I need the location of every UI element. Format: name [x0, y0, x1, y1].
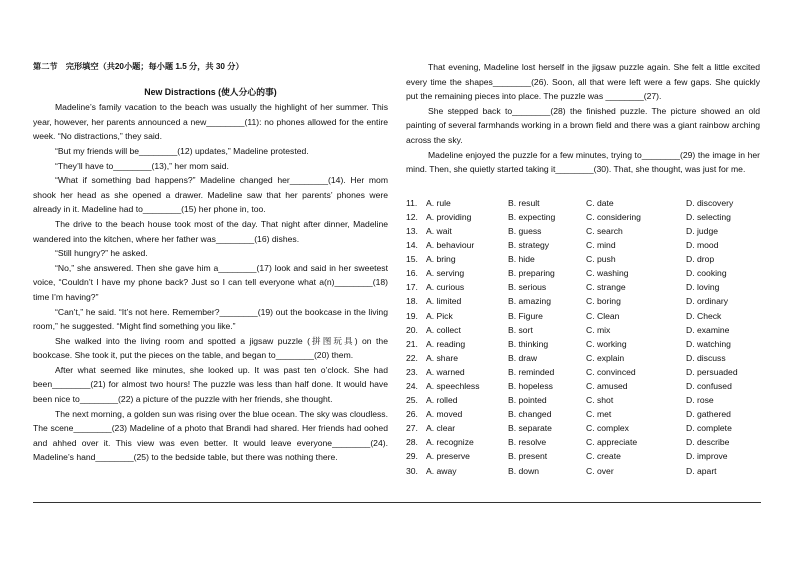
option-c: C. boring	[586, 296, 621, 307]
story-title: New Distractions (使人分心的事)	[144, 86, 277, 97]
option-row	[406, 224, 760, 238]
paragraph: After what seemed like minutes, she looked up. It was past ten o’clock. She had been________(21) for almost two hours! The puzzle was less than half done. It would have been nice to________(22) a picture of the puzzle with her friends, she thought.	[33, 364, 388, 405]
option-a: A. behaviour	[426, 240, 475, 251]
option-row	[406, 238, 760, 252]
option-d: D. loving	[686, 282, 720, 293]
question-number: 14.	[406, 240, 418, 251]
option-row	[406, 464, 760, 478]
option-row	[406, 266, 760, 280]
question-number: 23.	[406, 366, 418, 377]
paragraph: “No,” she answered. Then she gave him a________(17) look and said in her sweetest voice, “Couldn’t I have my phone back? Just so I can tell everyone what a(n)________(18) time I’m having?”	[33, 262, 388, 302]
question-number: 22.	[406, 352, 418, 363]
question-number: 27.	[406, 423, 418, 434]
option-a: A. warned	[426, 366, 465, 377]
option-a: A. limited	[426, 296, 462, 307]
option-d: D. judge	[686, 225, 719, 236]
question-number: 20.	[406, 324, 418, 335]
option-a: A. curious	[426, 282, 465, 293]
option-c: C. met	[586, 409, 612, 420]
question-number: 24.	[406, 380, 418, 391]
question-number: 17.	[406, 282, 418, 293]
paragraph: “What if something bad happens?” Madeline changed her________(14). Her mom shook her head as she opened a drawer. Madeline saw that her parents’ phones were already in it. Madeline had to________(15) her phone in, too.	[33, 175, 388, 215]
option-b: B. changed	[508, 409, 552, 420]
option-row	[406, 379, 760, 393]
option-row	[406, 280, 760, 294]
question-number: 16.	[406, 268, 418, 279]
option-b: B. hopeless	[508, 380, 553, 391]
option-d: D. persuaded	[686, 366, 738, 377]
option-c: C. amused	[586, 380, 628, 391]
option-c: C. strange	[586, 282, 626, 293]
option-b: B. serious	[508, 282, 547, 293]
question-number: 12.	[406, 211, 418, 222]
option-row	[406, 449, 760, 463]
option-row	[406, 210, 760, 224]
option-row	[406, 323, 760, 337]
option-b: B. result	[508, 197, 540, 208]
option-a: A. serving	[426, 268, 465, 279]
option-d: D. drop	[686, 254, 715, 265]
option-a: A. collect	[426, 324, 461, 335]
option-d: D. watching	[686, 338, 731, 349]
option-c: C. explain	[586, 352, 625, 363]
option-c: C. push	[586, 254, 616, 265]
option-d: D. rose	[686, 395, 714, 406]
option-a: A. bring	[426, 254, 456, 265]
question-number: 18.	[406, 296, 418, 307]
option-row	[406, 252, 760, 266]
paragraph: Madeline enjoyed the puzzle for a few minutes, trying to________(29) the image in her mind. Then, she quietly started taking it________(30). That, she thought, was just for me.	[406, 149, 760, 175]
option-b: B. Figure	[508, 310, 543, 321]
option-b: B. expecting	[508, 211, 556, 222]
option-d: D. Check	[686, 310, 722, 321]
option-c: C. convinced	[586, 366, 636, 377]
option-b: B. reminded	[508, 366, 555, 377]
paragraph: “But my friends will be________(12) updates,” Madeline protested.	[55, 145, 309, 156]
paragraph: The next morning, a golden sun was rising over the blue ocean. The sky was cloudless. The scene________(23) Madeline of a photo that Brandi had shared. Her friends had oohed and ahhed over it. This view was even better. It would leave everyone________(24). Madeline’s hand________(25) to the bedside table, but there was nothing there.	[33, 408, 388, 463]
option-b: B. guess	[508, 225, 542, 236]
option-b: B. thinking	[508, 338, 549, 349]
option-c: C. mind	[586, 240, 616, 251]
answer-options	[406, 196, 760, 478]
option-d: D. mood	[686, 240, 719, 251]
section-title: 第二节 完形填空（共20小题；每小题 1.5 分，共 30 分）	[33, 62, 244, 71]
option-b: B. separate	[508, 423, 552, 434]
paragraph: Madeline’s family vacation to the beach was usually the highlight of her summer. This year, however, her parents announced a new________(11): no phones allowed for the entire week. “No distractions,” they said.	[33, 102, 388, 142]
option-a: A. speechless	[426, 380, 480, 391]
question-number: 28.	[406, 437, 418, 448]
option-a: A. clear	[426, 423, 456, 434]
question-number: 21.	[406, 338, 418, 349]
option-row	[406, 351, 760, 365]
option-row	[406, 407, 760, 421]
option-b: B. down	[508, 465, 540, 476]
option-a: A. Pick	[426, 310, 453, 321]
option-b: B. strategy	[508, 240, 550, 251]
option-d: D. apart	[686, 465, 717, 476]
paragraph: She stepped back to________(28) the finished puzzle. The picture showed an old painting of several farmhands working in a brown field and there was a giant rainbow arching across the sky.	[406, 105, 760, 145]
option-d: D. complete	[686, 423, 732, 434]
option-d: D. confused	[686, 380, 732, 391]
option-d: D. describe	[686, 437, 730, 448]
paragraph: “Can’t,” he said. “It’s not here. Remember?________(19) out the bookcase in the living room,” he suggested. “Might find something you like.”	[33, 306, 388, 332]
option-row	[406, 365, 760, 379]
option-a: A. rule	[426, 197, 451, 208]
option-d: D. discuss	[686, 352, 726, 363]
question-number: 30.	[406, 465, 418, 476]
bottom-divider	[33, 502, 761, 503]
option-c: C. date	[586, 197, 614, 208]
option-d: D. gathered	[686, 409, 731, 420]
option-c: C. washing	[586, 268, 629, 279]
option-b: B. sort	[508, 324, 533, 335]
option-d: D. ordinary	[686, 296, 729, 307]
option-b: B. pointed	[508, 395, 547, 406]
option-d: D. cooking	[686, 268, 727, 279]
question-number: 29.	[406, 451, 418, 462]
option-c: C. create	[586, 451, 621, 462]
option-b: B. draw	[508, 352, 538, 363]
question-number: 11.	[406, 197, 418, 208]
option-row	[406, 309, 760, 323]
option-d: D. improve	[686, 451, 728, 462]
question-number: 15.	[406, 254, 418, 265]
option-c: C. over	[586, 465, 614, 476]
option-d: D. examine	[686, 324, 730, 335]
option-c: C. mix	[586, 324, 611, 335]
option-a: A. reading	[426, 338, 466, 349]
option-c: C. shot	[586, 395, 614, 406]
option-d: D. discovery	[686, 197, 734, 208]
option-c: C. complex	[586, 423, 629, 434]
option-c: C. working	[586, 338, 627, 349]
option-a: A. share	[426, 352, 459, 363]
question-number: 26.	[406, 409, 418, 420]
option-b: B. resolve	[508, 437, 547, 448]
option-a: A. providing	[426, 211, 472, 222]
paragraph: She walked into the living room and spotted a jigsaw puzzle (拼图玩具) on the bookcase. She took it, put the pieces on the table, and began to________(20) them.	[33, 335, 388, 361]
option-b: B. hide	[508, 254, 535, 265]
option-row	[406, 294, 760, 308]
option-b: B. amazing	[508, 296, 551, 307]
option-c: C. appreciate	[586, 437, 638, 448]
option-c: C. search	[586, 225, 623, 236]
option-b: B. preparing	[508, 268, 555, 279]
left-column	[33, 60, 388, 465]
option-row	[406, 421, 760, 435]
paragraph: The drive to the beach house took most of the day. That night after dinner, Madeline wandered into the kitchen, where her father was________(16) dishes.	[33, 218, 388, 244]
option-a: A. rolled	[426, 395, 458, 406]
option-d: D. selecting	[686, 211, 731, 222]
question-number: 13.	[406, 225, 418, 236]
option-c: C. Clean	[586, 310, 620, 321]
option-a: A. recognize	[426, 437, 474, 448]
option-row	[406, 393, 760, 407]
option-a: A. preserve	[426, 451, 470, 462]
question-number: 25.	[406, 395, 418, 406]
option-row	[406, 196, 760, 210]
option-row	[406, 435, 760, 449]
option-c: C. considering	[586, 211, 641, 222]
option-a: A. moved	[426, 409, 463, 420]
paragraph: That evening, Madeline lost herself in the jigsaw puzzle again. She felt a little excited every time the shapes________(26). Soon, all that were left were a few gaps. She quickly put the remaining pieces into place. The puzzle was ________(27).	[406, 62, 760, 102]
paragraph: “Still hungry?” he asked.	[55, 248, 148, 259]
paragraph: “They’ll have to________(13),” her mom said.	[55, 160, 229, 171]
option-a: A. away	[426, 465, 457, 476]
option-row	[406, 337, 760, 351]
option-b: B. present	[508, 451, 548, 462]
right-column	[406, 60, 760, 478]
option-a: A. wait	[426, 225, 452, 236]
question-number: 19.	[406, 310, 418, 321]
